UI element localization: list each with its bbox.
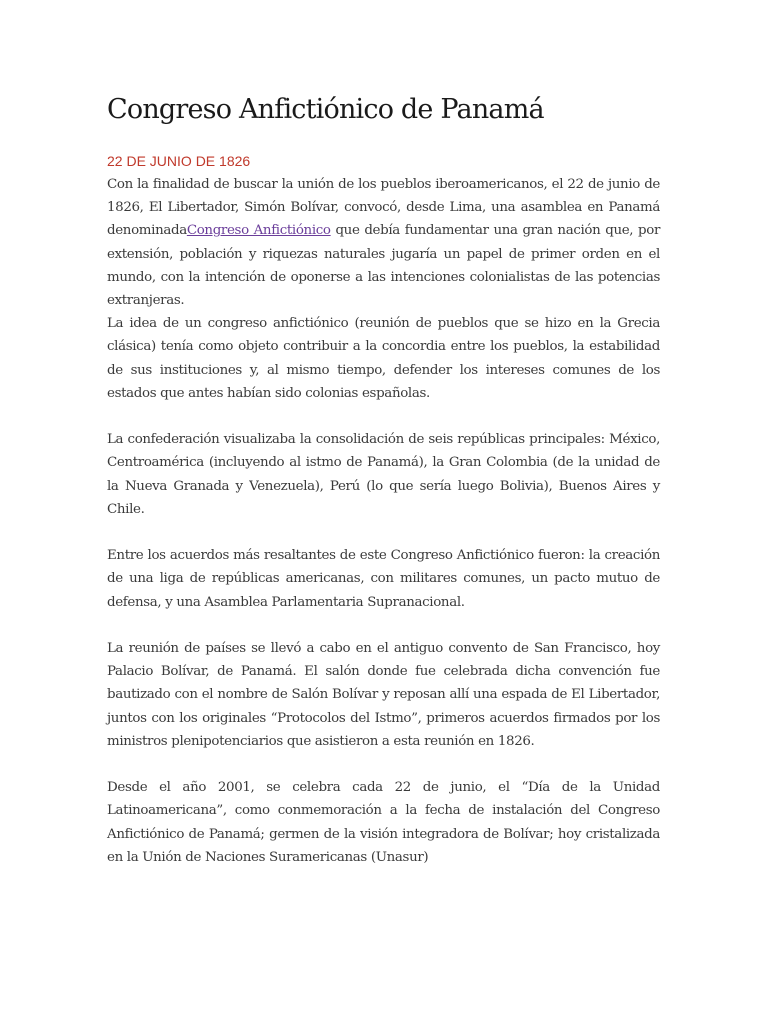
paragraph-intro-text-continued: que debía fundamentar una gran nación que, por extensión, población y riquezas naturales jugaría un papel de primer orden en el mundo, con la intención de oponerse a las intenciones colonialistas de las potencias extranjeras. (107, 223, 660, 309)
paragraph-congress-idea: La idea de un congreso anfictiónico (reunión de pueblos que se hizo en la Grecia clásica) tenía como objeto contribuir a la concordia entre los pueblos, la estabilidad de sus instituciones y, al mismo tiempo, defender los intereses comunes de los estados que antes habían sido colonias españolas. (107, 316, 660, 401)
paragraph-intro (107, 173, 660, 312)
paragraph-meeting-location: La reunión de países se llevó a cabo en el antiguo convento de San Francisco, hoy Palacio Bolívar, de Panamá. El salón donde fue celebrada dicha convención fue bautizado con el nombre de Salón Bolívar y reposan allí una espada de El Libertador, juntos con los originales “Protocolos del Istmo”, primeros acuerdos firmados por los ministros plenipotenciarios que asistieron a esta reunión en 1826. (107, 641, 660, 749)
paragraph-spacer (107, 614, 660, 637)
page-title: Congreso Anfictiónico de Panamá (107, 94, 544, 125)
paragraph-agreements: Entre los acuerdos más resaltantes de este Congreso Anfictiónico fueron: la creación de una liga de repúblicas americanas, con militares comunes, un pacto mutuo de defensa, y una Asamblea Parlamentaria Supranacional. (107, 548, 660, 610)
paragraph-commemoration: Desde el año 2001, se celebra cada 22 de junio, el “Día de la Unidad Latinoamericana”, como conmemoración a la fecha de instalación del Congreso Anfictiónico de Panamá; germen de la visión integradora de Bolívar; hoy cristalizada en la Unión de Naciones Suramericanas (Unasur) (107, 780, 660, 865)
paragraph-intro-text: Con la finalidad de buscar la unión de los pueblos iberoamericanos, el 22 de junio de 1826, El Libertador, Simón Bolívar, convocó, desde Lima, una asamblea en Panamá denominada (107, 177, 660, 239)
paragraph-spacer (107, 521, 660, 544)
date-heading: 22 DE JUNIO DE 1826 (107, 153, 251, 169)
paragraph-spacer (107, 753, 660, 776)
paragraph-confederation: La confederación visualizaba la consolidación de seis repúblicas principales: México, Centroamérica (incluyendo al istmo de Panamá), la Gran Colombia (de la unidad de la Nueva Granada y Venezuela), Perú (lo que sería luego Bolivia), Buenos Aires y Chile. (107, 432, 660, 517)
paragraph-spacer (107, 405, 660, 428)
document-page (107, 92, 660, 869)
congreso-anfictionico-link[interactable]: Congreso Anfictiónico (186, 223, 331, 239)
